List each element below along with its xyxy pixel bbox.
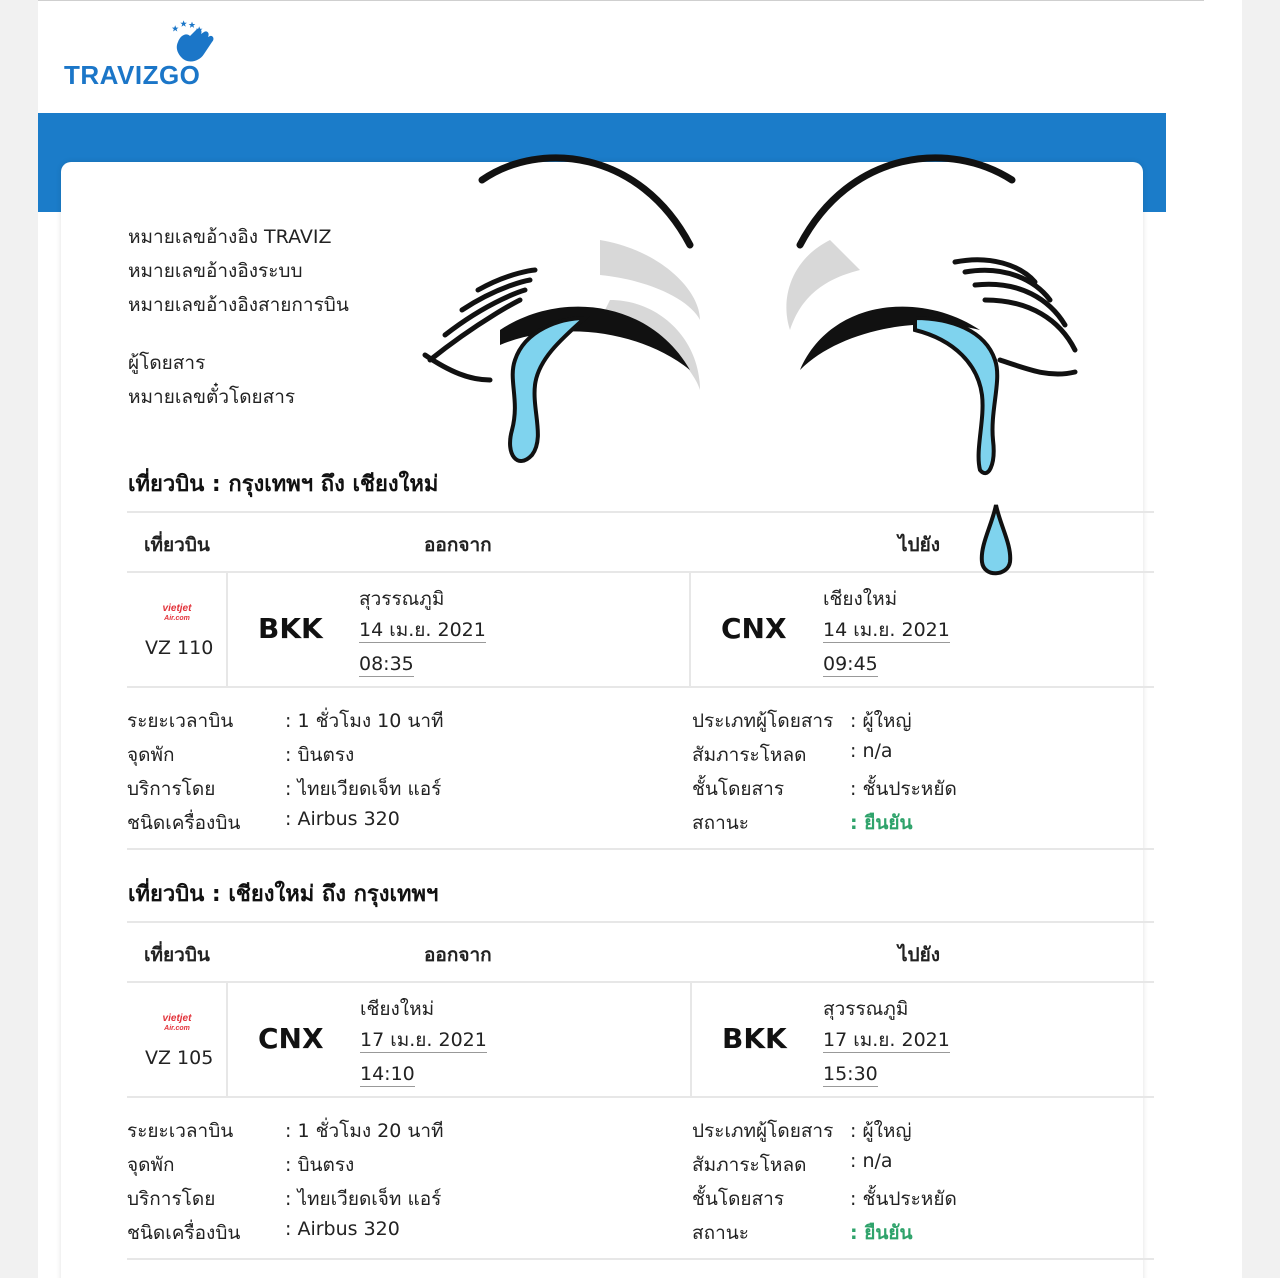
system-ref-label: หมายเลขอ้างอิงระบบ <box>128 260 303 282</box>
stops-label: จุดพัก <box>127 744 175 766</box>
column-from: ออกจาก <box>424 944 492 966</box>
divider <box>226 572 228 686</box>
column-to: ไปยัง <box>898 534 941 556</box>
divider <box>226 982 228 1096</box>
divider <box>127 1096 1154 1098</box>
destination-time: 15:30 <box>823 1063 878 1085</box>
cabin-label: ชั้นโดยสาร <box>692 1188 785 1210</box>
status-label: สถานะ <box>692 1222 749 1244</box>
divider <box>127 981 1154 983</box>
origin-code: CNX <box>258 1022 324 1055</box>
baggage-value: : n/a <box>850 1150 893 1172</box>
destination-code: BKK <box>722 1022 787 1055</box>
passenger-label: ผู้โดยสาร <box>128 352 206 374</box>
baggage-label: สัมภาระโหลด <box>692 744 807 766</box>
flight-2-title: เที่ยวบิน : เชียงใหม่ ถึง กรุงเทพฯ <box>128 882 439 907</box>
passenger-type-value: : ผู้ใหญ่ <box>850 710 912 732</box>
travizgo-logo[interactable] <box>64 16 224 90</box>
flight-1-title: เที่ยวบิน : กรุงเทพฯ ถึง เชียงใหม่ <box>128 472 439 497</box>
operated-by-value: : ไทยเวียดเจ็ท แอร์ <box>285 778 442 800</box>
flight-number: VZ 105 <box>145 1047 214 1069</box>
vietjet-logo <box>155 1014 199 1033</box>
stops-value: : บินตรง <box>285 1154 355 1176</box>
duration-value: : 1 ชั่วโมง 10 นาที <box>285 710 444 732</box>
passenger-type-label: ประเภทผู้โดยสาร <box>692 1120 834 1142</box>
destination-time: 09:45 <box>823 653 878 675</box>
stops-label: จุดพัก <box>127 1154 175 1176</box>
cabin-value: : ชั้นประหยัด <box>850 1188 957 1210</box>
destination-airport: สุวรรณภูมิ <box>823 998 909 1020</box>
aircraft-value: : Airbus 320 <box>285 1218 400 1240</box>
baggage-label: สัมภาระโหลด <box>692 1154 807 1176</box>
column-to: ไปยัง <box>898 944 941 966</box>
origin-code: BKK <box>258 612 323 645</box>
passenger-type-label: ประเภทผู้โดยสาร <box>692 710 834 732</box>
ticket-number-label: หมายเลขตั๋วโดยสาร <box>128 386 296 408</box>
aircraft-label: ชนิดเครื่องบิน <box>127 812 241 834</box>
airline-logo-text: vietjet <box>162 1013 192 1024</box>
airline-logo-subtext: Air.com <box>164 1025 190 1032</box>
airline-logo-text: vietjet <box>162 603 192 614</box>
status-label: สถานะ <box>692 812 749 834</box>
aircraft-label: ชนิดเครื่องบิน <box>127 1222 241 1244</box>
origin-date: 14 เม.ย. 2021 <box>359 619 486 641</box>
operated-by-label: บริการโดย <box>127 778 216 800</box>
origin-time: 08:35 <box>359 653 414 675</box>
origin-time: 14:10 <box>360 1063 415 1085</box>
stops-value: : บินตรง <box>285 744 355 766</box>
passenger-type-value: : ผู้ใหญ่ <box>850 1120 912 1142</box>
destination-airport: เชียงใหม่ <box>823 588 898 610</box>
column-flight: เที่ยวบิน <box>144 534 210 556</box>
cabin-value: : ชั้นประหยัด <box>850 778 957 800</box>
status-value: : ยืนยัน <box>850 812 913 834</box>
duration-label: ระยะเวลาบิน <box>127 710 234 732</box>
airline-ref-label: หมายเลขอ้างอิงสายการบิน <box>128 294 349 316</box>
flight-number: VZ 110 <box>145 637 214 659</box>
divider <box>127 571 1154 573</box>
column-flight: เที่ยวบิน <box>144 944 210 966</box>
operated-by-label: บริการโดย <box>127 1188 216 1210</box>
duration-value: : 1 ชั่วโมง 20 นาที <box>285 1120 444 1142</box>
vietjet-logo <box>155 604 199 623</box>
divider <box>127 686 1154 688</box>
divider <box>690 982 692 1096</box>
divider <box>127 921 1154 923</box>
divider <box>689 572 691 686</box>
top-divider <box>38 0 1204 1</box>
origin-airport: สุวรรณภูมิ <box>359 588 445 610</box>
origin-date: 17 เม.ย. 2021 <box>360 1029 487 1051</box>
column-from: ออกจาก <box>424 534 492 556</box>
duration-label: ระยะเวลาบิน <box>127 1120 234 1142</box>
origin-airport: เชียงใหม่ <box>360 998 435 1020</box>
operated-by-value: : ไทยเวียดเจ็ท แอร์ <box>285 1188 442 1210</box>
cabin-label: ชั้นโดยสาร <box>692 778 785 800</box>
destination-date: 14 เม.ย. 2021 <box>823 619 950 641</box>
divider <box>127 511 1154 513</box>
aircraft-value: : Airbus 320 <box>285 808 400 830</box>
airline-logo-subtext: Air.com <box>164 615 190 622</box>
destination-code: CNX <box>721 612 787 645</box>
divider <box>127 1258 1154 1260</box>
brand-name: TRAVIZGO <box>64 60 201 90</box>
hand-stars-icon <box>168 18 218 66</box>
baggage-value: : n/a <box>850 740 893 762</box>
traviz-ref-label: หมายเลขอ้างอิง TRAVIZ <box>128 226 332 248</box>
destination-date: 17 เม.ย. 2021 <box>823 1029 950 1051</box>
status-value: : ยืนยัน <box>850 1222 913 1244</box>
divider <box>127 848 1154 850</box>
